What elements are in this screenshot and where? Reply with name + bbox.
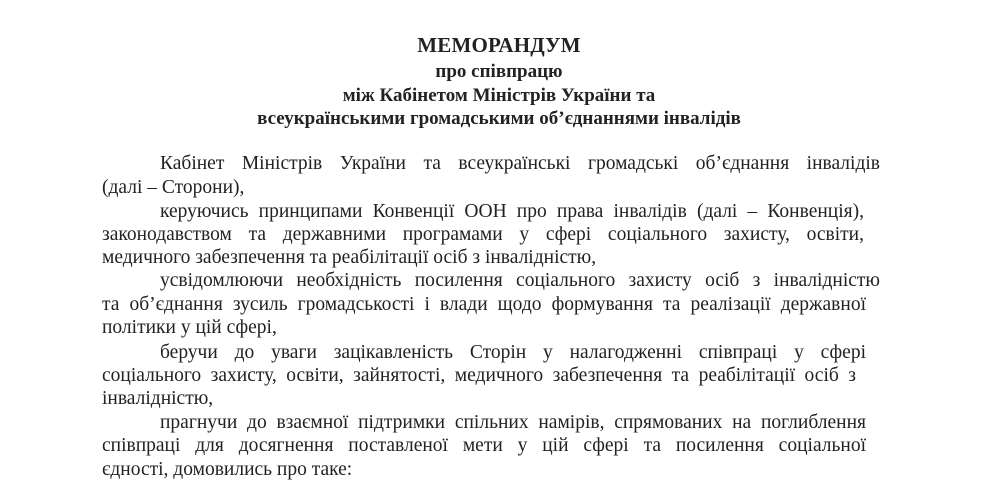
body-line: соціального захисту, освіти, зайнятості, медичного забезпечення та реабілітації осіб з	[102, 365, 856, 386]
body-line: (далі – Сторони),	[102, 177, 245, 198]
body-line: Кабінет Міністрів України та всеукраїнські громадські об’єднання інвалідів	[160, 153, 880, 174]
body-line: беручи до уваги зацікавленість Сторін у налагодженні співпраці у сфері	[160, 342, 866, 363]
body-line: прагнучи до взаємної підтримки спільних намірів, спрямованих на поглиблення	[160, 412, 866, 433]
subtitle-line-2: між Кабінетом Міністрів України та	[342, 85, 656, 106]
subtitle-line-1: про співпрацю	[435, 61, 563, 82]
subtitle-line-3: всеукраїнськими громадськими об’єднаннями інвалідів	[257, 108, 741, 129]
document-title: МЕМОРАНДУМ	[417, 33, 581, 57]
body-line: усвідомлюючи необхідність посилення соціального захисту осіб з інвалідністю	[160, 270, 880, 291]
body-line: та об’єднання зусиль громадськості і влади щодо формування та реалізації державної	[102, 294, 866, 315]
body-line: законодавством та державними програмами у сфері соціального захисту, освіти,	[102, 224, 864, 245]
body-line: єдності, домовились про таке:	[102, 459, 353, 480]
body-line: медичного забезпечення та реабілітації осіб з інвалідністю,	[102, 247, 597, 268]
body-line: співпраці для досягнення поставленої мети у цій сфері та посилення соціальної	[102, 435, 866, 456]
body-line: керуючись принципами Конвенції ООН про права інвалідів (далі – Конвенція),	[160, 201, 864, 222]
body-line: політики у цій сфері,	[102, 317, 277, 338]
body-line: інвалідністю,	[102, 388, 214, 409]
